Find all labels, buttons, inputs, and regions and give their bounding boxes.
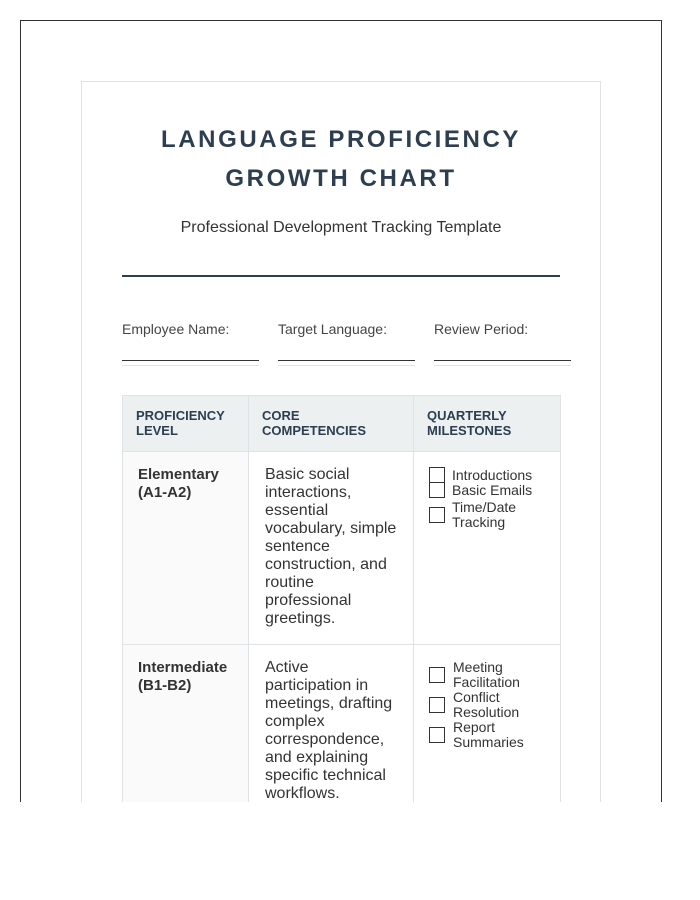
table-header-row bbox=[123, 396, 561, 452]
checkbox[interactable] bbox=[429, 507, 445, 523]
milestone-item[interactable] bbox=[429, 690, 546, 720]
target-language-label: Target Language: bbox=[278, 321, 387, 337]
table-row bbox=[123, 645, 561, 803]
header-proficiency-level: PROFICIENCY LEVEL bbox=[123, 396, 249, 452]
milestones-cell bbox=[414, 645, 561, 803]
milestone-item[interactable] bbox=[429, 720, 546, 750]
checkbox[interactable] bbox=[429, 467, 445, 483]
milestone-item[interactable] bbox=[429, 660, 546, 690]
level-name: Elementary bbox=[138, 466, 219, 483]
table-row bbox=[123, 452, 561, 645]
milestone-label: Time/Date Tracking bbox=[452, 499, 517, 530]
milestone-label: Conflict Resolution bbox=[453, 689, 520, 720]
review-period-input[interactable] bbox=[434, 360, 571, 366]
target-language-field bbox=[278, 320, 415, 366]
title-line-1: LANGUAGE PROFICIENCY bbox=[160, 126, 521, 153]
checkbox[interactable] bbox=[429, 482, 445, 498]
header-quarterly-milestones: QUARTERLY MILESTONES bbox=[414, 396, 561, 452]
employee-name-field bbox=[122, 320, 259, 366]
milestone-item[interactable] bbox=[429, 500, 546, 530]
milestone-label: Meeting Facilitation bbox=[453, 659, 520, 690]
title-divider bbox=[122, 275, 560, 277]
review-period-label: Review Period: bbox=[434, 321, 529, 337]
milestone-label: Introductions bbox=[452, 466, 533, 483]
milestone-item[interactable] bbox=[429, 482, 546, 498]
competencies-cell: Active participation in meetings, drafting complex correspondence, and explaining specific technical workflows. bbox=[249, 645, 414, 803]
header-core-competencies: CORE COMPETENCIES bbox=[249, 396, 414, 452]
employee-name-input[interactable] bbox=[122, 360, 259, 366]
checkbox[interactable] bbox=[429, 697, 445, 713]
level-code: (B1-B2) bbox=[138, 677, 192, 694]
level-name: Intermediate bbox=[138, 659, 228, 676]
review-period-field bbox=[434, 320, 571, 366]
milestones-cell bbox=[414, 452, 561, 645]
employee-name-label: Employee Name: bbox=[122, 321, 230, 337]
target-language-input[interactable] bbox=[278, 360, 415, 366]
milestone-label: Basic Emails bbox=[452, 481, 533, 498]
milestone-item[interactable] bbox=[429, 467, 546, 483]
proficiency-table bbox=[122, 395, 561, 802]
page-subtitle: Professional Development Tracking Template bbox=[180, 219, 502, 236]
checkbox[interactable] bbox=[429, 727, 445, 743]
title-line-2: GROWTH CHART bbox=[225, 165, 457, 192]
level-code: (A1-A2) bbox=[138, 484, 192, 501]
milestone-label: Report Summaries bbox=[453, 719, 524, 750]
competencies-cell: Basic social interactions, essential vocabulary, simple sentence construction, and routine professional greetings. bbox=[249, 452, 414, 645]
page-title bbox=[81, 120, 601, 198]
level-cell bbox=[123, 452, 249, 645]
checkbox[interactable] bbox=[429, 667, 445, 683]
level-cell bbox=[123, 645, 249, 803]
